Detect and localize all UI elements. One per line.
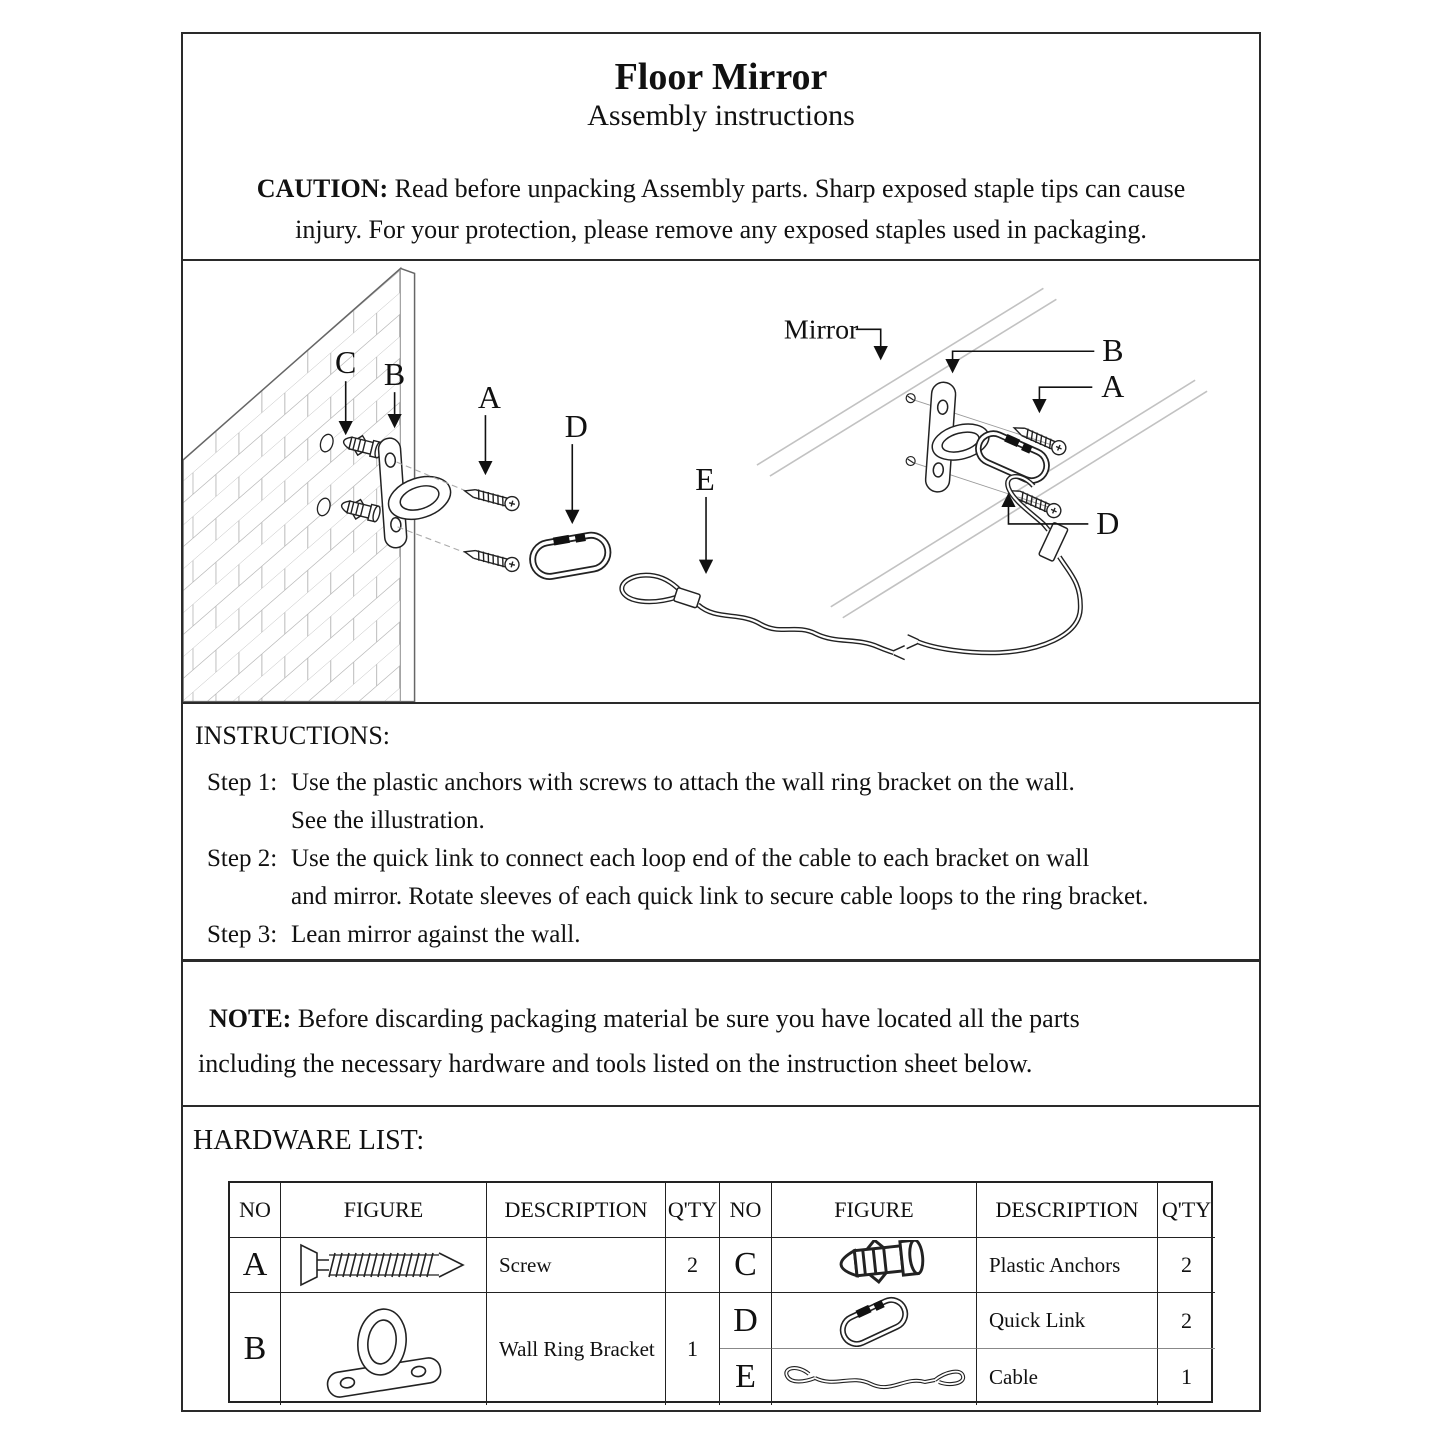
row-b-figure bbox=[281, 1293, 487, 1405]
row-b-qty: 1 bbox=[666, 1293, 720, 1405]
assembly-diagram-section bbox=[183, 261, 1259, 704]
document-frame bbox=[181, 32, 1261, 1412]
label-d: D bbox=[564, 409, 588, 445]
row-b-no: B bbox=[230, 1293, 281, 1405]
row-d-qty: 2 bbox=[1158, 1293, 1215, 1349]
caution-line-2: injury. For your protection, please remove any exposed staples used in packaging. bbox=[295, 215, 1147, 244]
row-e-description: Cable bbox=[977, 1349, 1158, 1405]
screw-figure bbox=[289, 1241, 479, 1289]
hardware-table bbox=[228, 1181, 1213, 1403]
row-a-figure bbox=[281, 1238, 487, 1293]
caution-line-1: CAUTION: Read before unpacking Assembly parts. Sharp exposed staple tips can cause bbox=[256, 174, 1186, 203]
header-qty-left: Q'TY bbox=[666, 1183, 720, 1238]
row-e-qty: 1 bbox=[1181, 1364, 1192, 1389]
row-b-description: Wall Ring Bracket bbox=[487, 1293, 666, 1405]
wall-ring-bracket bbox=[378, 437, 456, 548]
step-1: Step 1: Use the plastic anchors with screws to attach the wall ring bracket on the wall. See the illustration. bbox=[207, 769, 1075, 834]
caution-label: CAUTION: bbox=[256, 174, 389, 203]
cable-right bbox=[907, 476, 1081, 652]
note-section bbox=[183, 962, 1259, 1107]
title-section bbox=[183, 34, 1259, 261]
plastic-anchor-figure bbox=[819, 1240, 929, 1290]
label-e: E bbox=[695, 461, 715, 497]
row-c-figure bbox=[772, 1238, 977, 1293]
row-d-figure bbox=[772, 1293, 977, 1349]
label-c: C bbox=[335, 345, 357, 381]
part-labels bbox=[335, 314, 1124, 541]
note-label: NOTE: bbox=[209, 1004, 292, 1033]
header-no-right: NO bbox=[720, 1183, 772, 1238]
note-line-2: including the necessary hardware and tools listed on the instruction sheet below. bbox=[198, 1049, 1033, 1078]
row-e-figure bbox=[772, 1349, 977, 1405]
row-d-no: D bbox=[720, 1293, 772, 1349]
quick-link-figure bbox=[824, 1295, 924, 1347]
screw-1 bbox=[463, 484, 521, 512]
screw-2 bbox=[463, 545, 521, 573]
label-a: A bbox=[477, 380, 501, 416]
row-a-no: A bbox=[230, 1238, 281, 1293]
label-mirror: Mirror bbox=[783, 314, 859, 346]
row-d-description: Quick Link bbox=[977, 1293, 1158, 1349]
hardware-section bbox=[183, 1107, 1259, 1410]
header-description-left: DESCRIPTION bbox=[487, 1183, 666, 1238]
step-3: Step 3: Lean mirror against the wall. bbox=[207, 921, 581, 948]
label-d-right: D bbox=[1096, 505, 1120, 541]
instructions-heading: INSTRUCTIONS: bbox=[195, 721, 391, 750]
page-title: Floor Mirror bbox=[614, 56, 828, 98]
cable-figure bbox=[779, 1352, 969, 1402]
row-e-no: E bbox=[720, 1349, 772, 1405]
header-figure-left: FIGURE bbox=[281, 1183, 487, 1238]
page-subtitle: Assembly instructions bbox=[587, 99, 855, 132]
label-a-right: A bbox=[1101, 369, 1125, 405]
instructions-section bbox=[183, 704, 1259, 962]
label-b: B bbox=[383, 357, 406, 393]
header-figure-right: FIGURE bbox=[772, 1183, 977, 1238]
step-2: Step 2: Use the quick link to connect each loop end of the cable to each bracket on wall and mirror. Rotate sleeves of each quick link to secure cable loops to the ring bracket. bbox=[207, 845, 1149, 910]
header-qty-right: Q'TY bbox=[1158, 1183, 1215, 1238]
brick-wall bbox=[183, 268, 415, 701]
header-description-right: DESCRIPTION bbox=[977, 1183, 1158, 1238]
caution-text bbox=[183, 168, 1259, 250]
row-a-qty: 2 bbox=[666, 1238, 720, 1293]
header-no-left: NO bbox=[230, 1183, 281, 1238]
row-c-description: Plastic Anchors bbox=[977, 1238, 1158, 1293]
assembly-diagram bbox=[183, 261, 1259, 702]
hardware-heading: HARDWARE LIST: bbox=[193, 1125, 425, 1156]
row-c-no: C bbox=[720, 1238, 772, 1293]
row-c-qty: 2 bbox=[1158, 1238, 1215, 1293]
quick-link-left bbox=[529, 529, 610, 580]
label-b-right: B bbox=[1102, 333, 1124, 369]
row-a-description: Screw bbox=[487, 1238, 666, 1293]
note-line-1: NOTE: Before discarding packaging material be sure you have located all the parts bbox=[209, 1004, 1080, 1033]
wall-ring-bracket-figure bbox=[319, 1297, 449, 1401]
